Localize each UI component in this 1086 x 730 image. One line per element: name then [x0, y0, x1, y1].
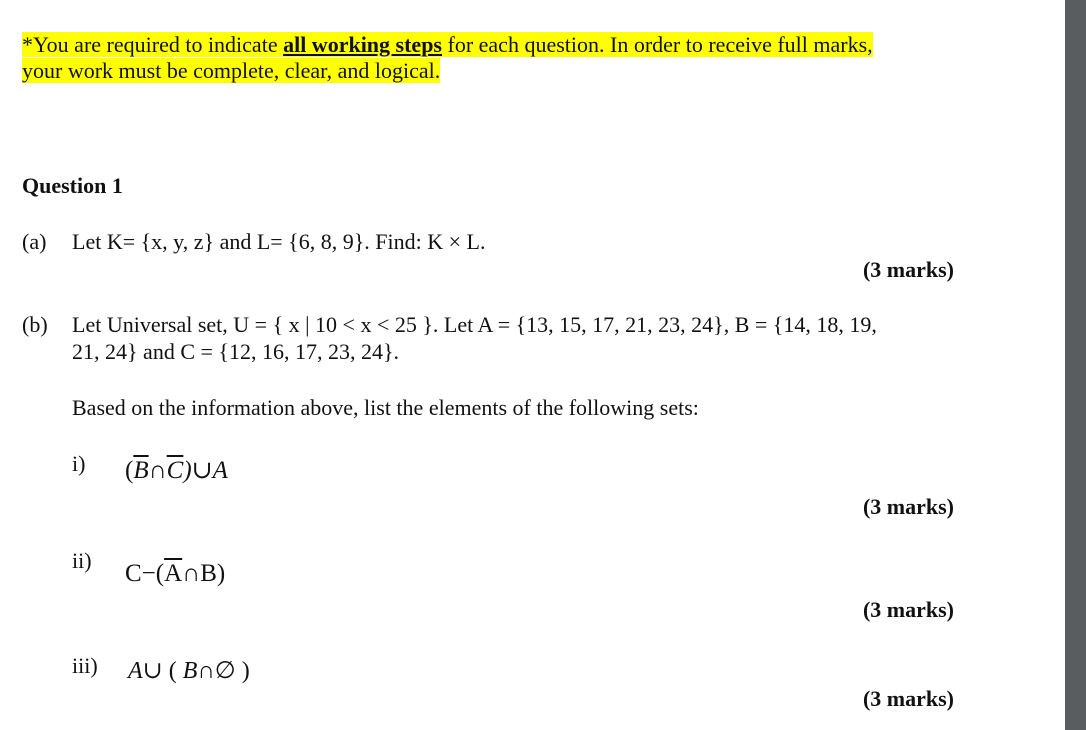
item-ii-marks: (3 marks) [862, 597, 954, 622]
item-ii-prefix: C−( [125, 560, 165, 587]
item-ii-expression [125, 559, 225, 589]
item-ii-label: ii) [72, 548, 92, 573]
item-i-label: i) [72, 451, 86, 476]
item-iii-rest: ∩∅ ) [197, 658, 250, 684]
item-iii-label: iii) [72, 653, 98, 678]
item-ii-set-a-complement: $\overline{A}$ [164, 560, 183, 587]
part-b-label: (b) [22, 312, 48, 337]
instruction-line-2-text: your work must be complete, clear, and logical. [22, 58, 441, 83]
item-iii-set-a: A [128, 658, 143, 684]
item-i-intersection: ∩ [148, 457, 167, 484]
instruction-prefix: *You are required to indicate [22, 32, 284, 57]
item-i-rest: )∪A [183, 457, 228, 484]
instruction-line-2 [22, 58, 440, 84]
item-i-set-b-complement: $\overline{B}$ [133, 457, 149, 484]
instruction-emphasis: all working steps [283, 32, 442, 57]
part-b-line-2: 21, 24} and C = {12, 16, 17, 23, 24}. [72, 339, 400, 364]
item-iii-set-b: B [182, 658, 198, 684]
viewer-scrollbar-gutter[interactable] [1065, 0, 1086, 730]
item-iii-union: ∪ ( [142, 658, 183, 684]
item-i-expression [125, 456, 228, 486]
instruction-line-1 [22, 32, 873, 58]
part-b-prompt: Based on the information above, list the elements of the following sets: [72, 395, 699, 420]
question-title: Question 1 [22, 173, 123, 198]
item-iii-expression [128, 656, 250, 686]
item-i-open-paren: ( [125, 457, 134, 484]
part-b-line-1: Let Universal set, U = { x | 10 < x < 25 }. Let A = {13, 15, 17, 21, 23, 24}, B = {14, 18, 19, [72, 312, 877, 337]
item-i-marks: (3 marks) [862, 494, 954, 519]
item-iii-marks: (3 marks) [862, 686, 954, 711]
item-i-set-c-complement: $\overline{C}$ [166, 457, 184, 484]
part-a-text: Let K= {x, y, z} and L= {6, 8, 9}. Find: K × L. [72, 229, 486, 254]
item-ii-rest: ∩B) [182, 560, 226, 587]
part-a-marks: (3 marks) [862, 257, 954, 282]
part-a-label: (a) [22, 229, 47, 254]
instruction-suffix: for each question. In order to receive full marks, [442, 32, 873, 57]
